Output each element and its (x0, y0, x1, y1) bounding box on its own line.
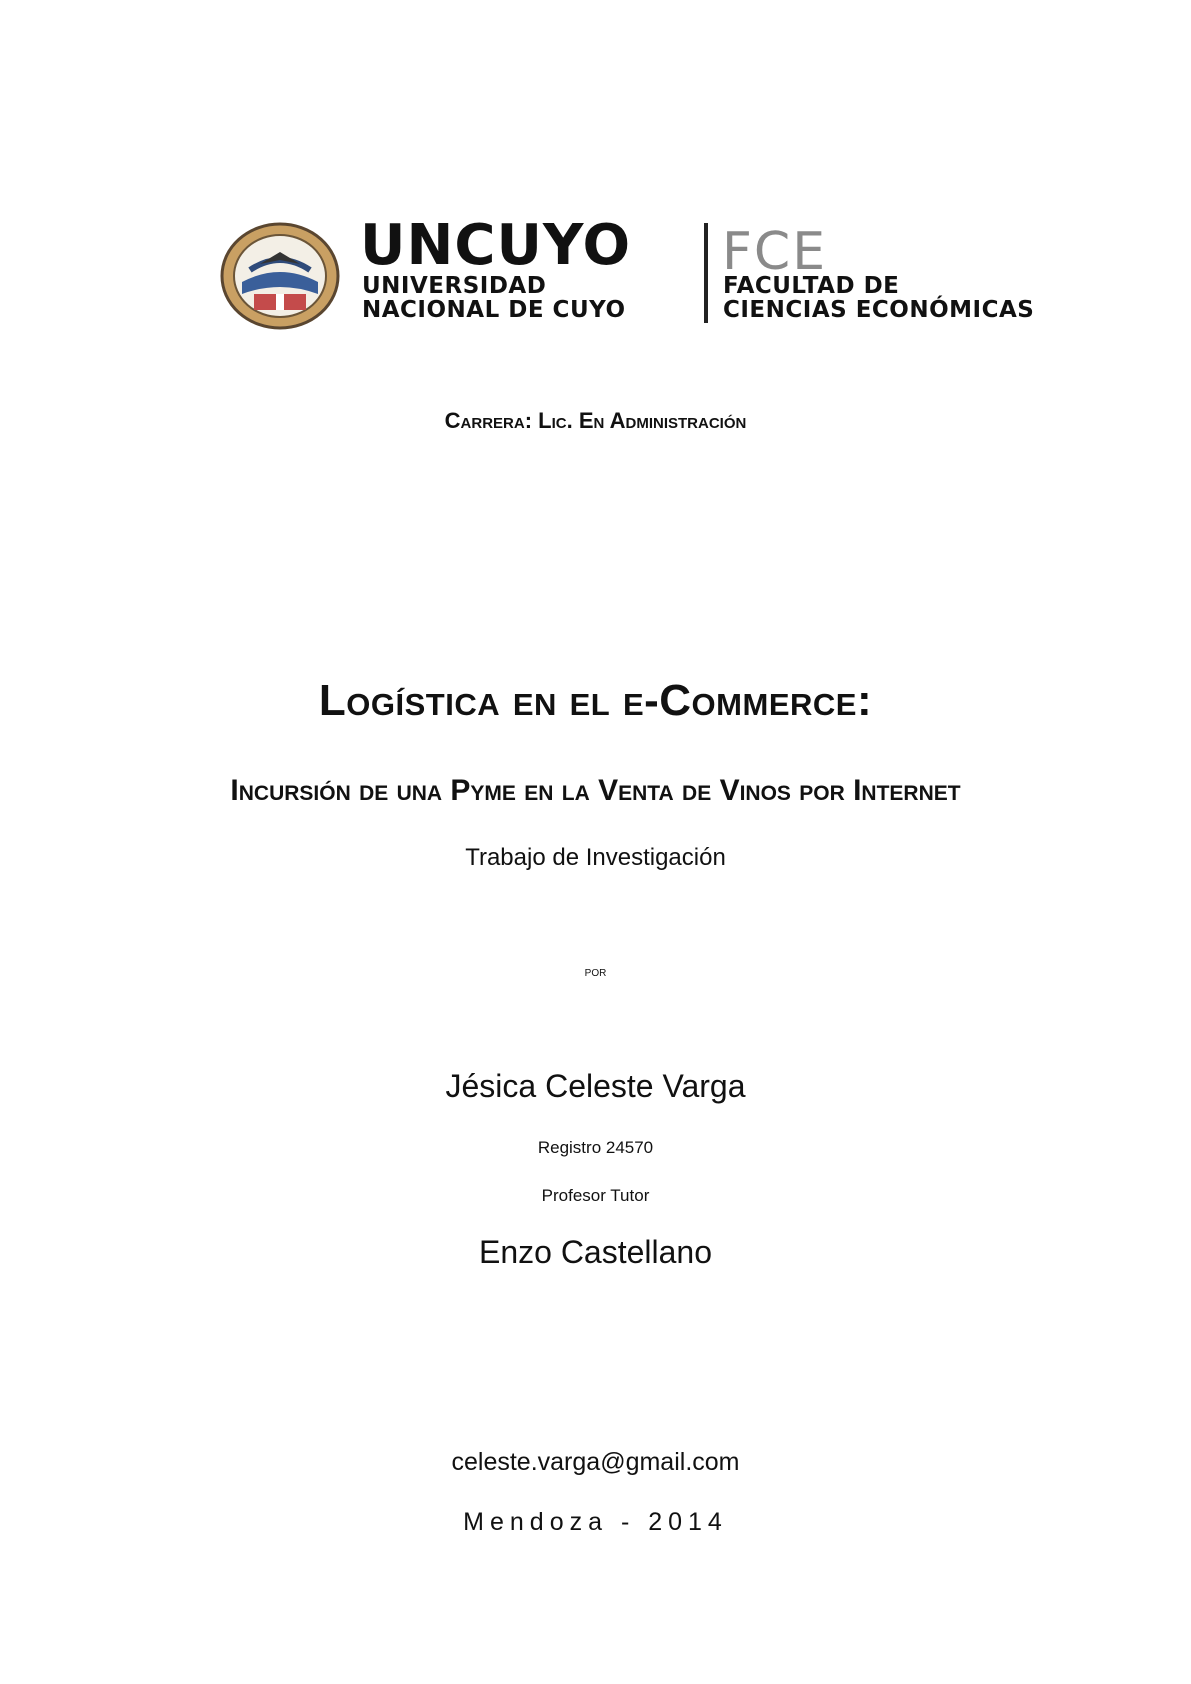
document-subtitle: Incursión de una Pyme en la Venta de Vinos por Internet (230, 774, 961, 807)
fce-logo-word: FCE (722, 222, 828, 282)
author-email: celeste.varga@gmail.com (451, 1448, 740, 1476)
by-label: por (584, 963, 607, 979)
place-and-year: Mendoza - 2014 (463, 1508, 728, 1536)
registration-number: Registro 24570 (537, 1138, 654, 1157)
uncuyo-logo-word: UNCUYO (360, 213, 632, 278)
tutor-name: Enzo Castellano (478, 1234, 713, 1270)
university-seal-logo (220, 222, 340, 330)
author-name: Jésica Celeste Varga (445, 1068, 746, 1104)
fce-logo-line2: CIENCIAS ECONÓMICAS (723, 297, 1035, 323)
fce-logo-line1: FACULTAD DE (723, 273, 900, 299)
uncuyo-logo-line2: NACIONAL DE CUYO (362, 297, 626, 323)
document-type: Trabajo de Investigación (465, 844, 726, 871)
tutor-label: Profesor Tutor (541, 1186, 650, 1205)
logo-divider (704, 223, 708, 323)
document-title: Logística en el e-Commerce: (318, 676, 873, 725)
degree-program: Carrera: Lic. En Administración (444, 408, 747, 433)
uncuyo-logo-line1: UNIVERSIDAD (362, 273, 547, 299)
